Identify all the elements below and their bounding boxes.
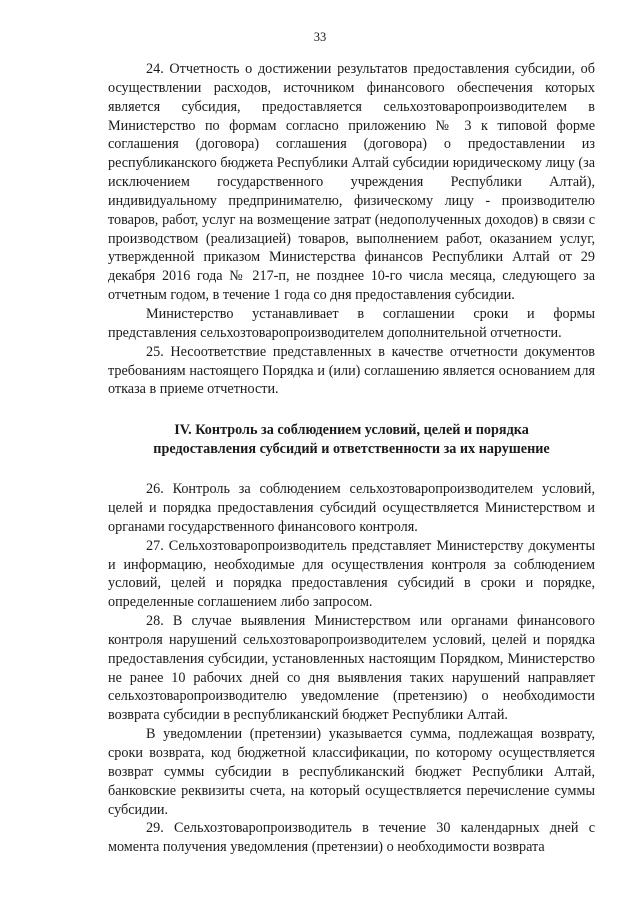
paragraph-25: 25. Несоответствие представленных в качестве отчетности документов требованиям настоящего Порядка и (или) соглашению является основанием для отказа в приеме отчетности. (108, 343, 595, 398)
paragraph-28: 28. В случае выявления Министерством или органами финансового контроля нарушений сельхозтоваропроизводителем условий, целей и порядка предоставления субсидии, установленных настоящим Порядком, Министерство не ранее 10 рабочих дней со дня выявления таких нарушений направляет сельхозтоваропроизводителю уведомление (претензию) о необходимости возврата субсидии в республиканский бюджет Республики Алтай. (108, 613, 595, 724)
paragraph-29: 29. Сельхозтоваропроизводитель в течение 30 календарных дней с момента получения уведомления (претензии) о необходимости возврата (108, 820, 595, 856)
section-heading-line-2: предоставления субсидий и ответственности за их нарушение (153, 441, 550, 458)
page-number: 33 (313, 30, 327, 44)
section-heading (108, 421, 595, 459)
paragraph-additional-reporting: Министерство устанавливает в соглашении сроки и формы представления сельхозтоваропроизводителем дополнительной отчетности. (108, 305, 595, 341)
document-body (108, 60, 595, 857)
section-heading-line-1: IV. Контроль за соблюдением условий, целей и порядка (174, 422, 529, 439)
paragraph-24: 24. Отчетность о достижении результатов предоставления субсидии, об осуществлении расходов, источником финансового обеспечения которых является субсидия, предоставляется сельхозтоваропроизводителем в Министерство по формам согласно приложению № 3 к типовой форме соглашения (договора) соглашения (договора) о предоставлении из республиканского бюджета Республики Алтай субсидии юридическому лицу (за исключением государственного учреждения Республики Алтай), индивидуальному предпринимателю, физическому лицу - производителю товаров, работ, услуг на возмещение затрат (недополученных доходов) в связи с производством (реализацией) товаров, выполнением работ, оказанием услуг, утвержденной приказом Министерства финансов Республики Алтай от 29 декабря 2016 года № 217-п, не позднее 10-го числа месяца, следующего за отчетным годом, в течение 1 года со дня предоставления субсидии. (108, 61, 596, 304)
paragraph-26: 26. Контроль за соблюдением сельхозтоваропроизводителем условий, целей и порядка предоставления субсидий осуществляется Министерством и органами государственного финансового контроля. (108, 481, 595, 535)
paragraph-27: 27. Сельхозтоваропроизводитель представляет Министерству документы и информацию, необходимые для осуществления контроля за соблюдением условий, целей и порядка предоставления субсидий в сроки и порядке, определенные соглашением либо запросом. (108, 537, 595, 611)
paragraph-notice-contents: В уведомлении (претензии) указывается сумма, подлежащая возврату, сроки возврата, код бюджетной классификации, по которому осуществляется возврат суммы субсидии в республиканский бюджет Республики Алтай, банковские реквизиты счета, на который осуществляется перечисление суммы субсидии. (108, 726, 595, 818)
